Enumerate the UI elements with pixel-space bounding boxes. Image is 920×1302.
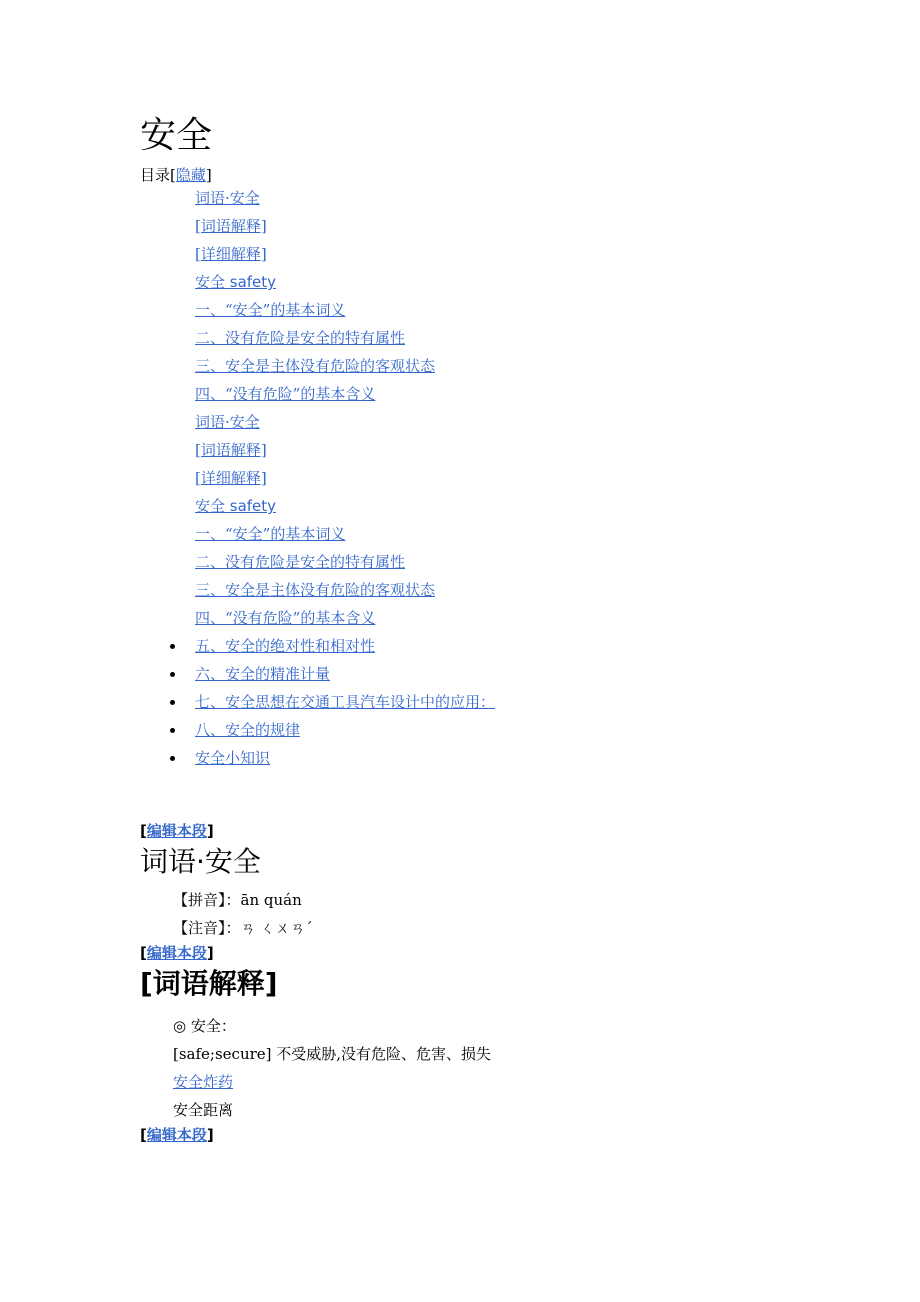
toc-item [195,496,840,524]
toc-link[interactable]: [词语解释] [195,441,267,459]
toc-link[interactable]: 六、安全的精准计量 [195,665,331,683]
pinyin-line: 【拼音】：ān quán [173,891,302,909]
toc-link[interactable]: 五、安全的绝对性和相对性 [195,637,376,655]
toc-item [195,244,840,272]
toc-link[interactable]: [词语解释] [195,217,267,235]
toc-item [195,216,840,244]
toc-link[interactable]: 安全 safety [195,273,277,291]
toc-link[interactable]: 安全小知识 [195,749,271,767]
edit-section-link[interactable]: 编辑本段 [146,1126,207,1144]
toc-item [195,300,840,328]
toc-item [195,524,840,552]
edit-bracket-close: ] [206,822,214,840]
toc-link[interactable]: 四、“没有危险”的基本含义 [195,385,376,403]
toc-item [195,412,840,440]
toc-bracket-close: ] [205,166,212,184]
toc-link[interactable]: 词语·安全 [195,413,260,431]
toc-item [195,468,840,496]
toc-item [195,440,840,468]
toc-link[interactable]: 三、安全是主体没有危险的客观状态 [195,357,436,375]
definition-text: [safe;secure] 不受威胁,没有危险、危害、损失 [173,1045,492,1063]
toc-link[interactable]: 词语·安全 [195,189,260,207]
document-page [140,112,840,1146]
toc-item [195,580,840,608]
toc-label: 目录 [140,166,171,184]
toc-item [195,552,840,580]
section-heading-jieshi: [词语解释] [140,967,278,1000]
toc-link[interactable]: 一、“安全”的基本词义 [195,301,346,319]
toc-link[interactable]: 四、“没有危险”的基本含义 [195,609,376,627]
toc-bullet-item [195,692,840,720]
toc-item [195,608,840,636]
edit-bracket-open: [ [140,822,147,840]
toc-hide-link[interactable]: 隐藏 [175,166,206,184]
edit-section-link[interactable]: 编辑本段 [146,822,207,840]
edit-bracket-close: ] [206,1126,214,1144]
toc-item [195,188,840,216]
toc-link[interactable]: 七、安全思想在交通工具汽车设计中的应用： [195,693,496,711]
edit-bracket-open: [ [140,944,147,962]
definition-intro: ◎ 安全： [173,1017,236,1035]
toc-bracket-open: [ [170,166,176,184]
toc-item [195,328,840,356]
toc-link[interactable]: 八、安全的规律 [195,721,301,739]
toc-item [195,356,840,384]
section-heading-ciyu: 词语·安全 [140,845,261,878]
toc-bullet-item [195,636,840,664]
toc-link[interactable]: 一、“安全”的基本词义 [195,525,346,543]
example-link[interactable]: 安全炸药 [173,1073,234,1091]
toc-link[interactable]: 三、安全是主体没有危险的客观状态 [195,581,436,599]
edit-section-1 [140,820,840,842]
example-text: 安全距离 [173,1101,234,1119]
edit-section-3 [140,1124,840,1146]
edit-section-link[interactable]: 编辑本段 [146,944,207,962]
toc-link[interactable]: [详细解释] [195,469,267,487]
toc-bullet-item [195,720,840,748]
edit-bracket-open: [ [140,1126,147,1144]
toc-link[interactable]: 二、没有危险是安全的特有属性 [195,553,406,571]
toc-header [140,164,840,186]
toc-item [195,272,840,300]
edit-section-2 [140,942,840,964]
toc-link[interactable]: 安全 safety [195,497,277,515]
toc-list [140,188,840,776]
toc-link[interactable]: [详细解释] [195,245,267,263]
toc-link[interactable]: 二、没有危险是安全的特有属性 [195,329,406,347]
toc-bullet-item [195,748,840,776]
toc-bullet-item [195,664,840,692]
page-title: 安全 [140,115,213,156]
example-link-line [140,1068,840,1096]
toc-item [195,384,840,412]
edit-bracket-close: ] [206,944,214,962]
zhuyin-line: 【注音】：ㄢ ㄑㄨㄢˊ [173,919,313,937]
